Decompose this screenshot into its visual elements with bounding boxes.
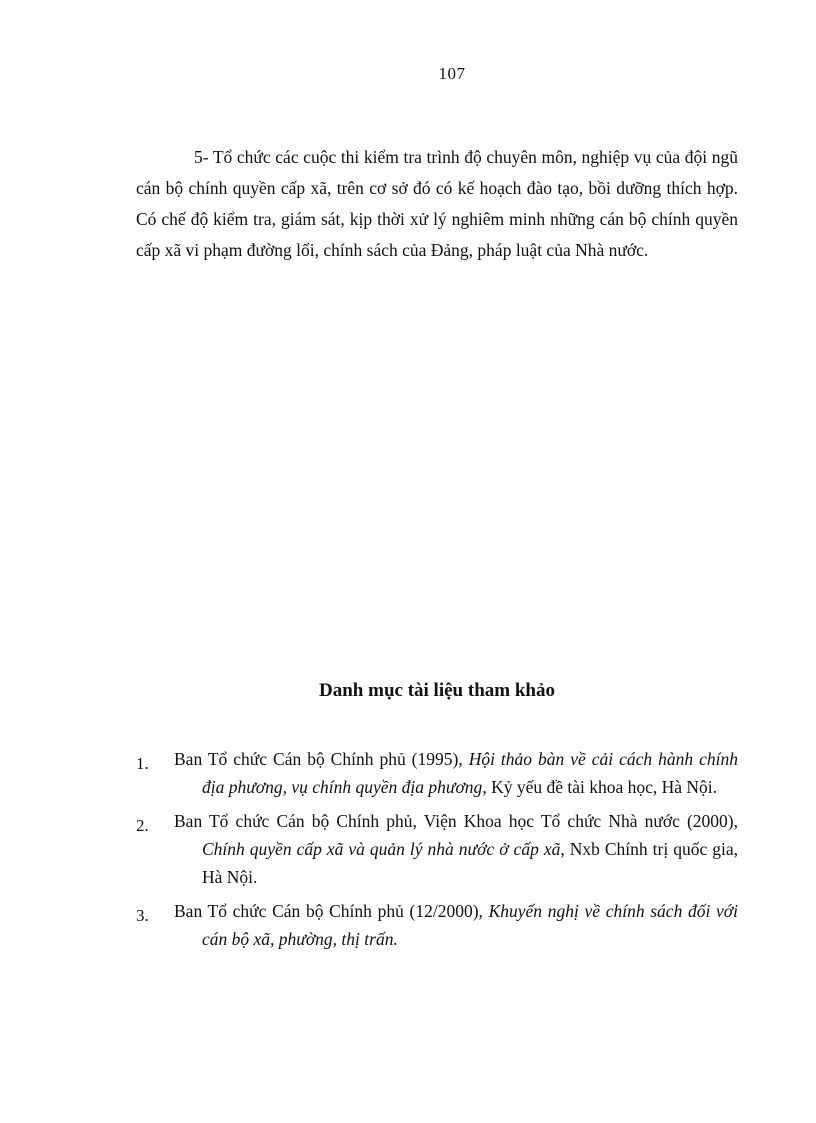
page-number: 107: [438, 64, 466, 83]
reference-title: Chính quyền cấp xã và quản lý nhà nước ở cấp xã: [202, 839, 561, 859]
reference-item: [136, 807, 738, 891]
reference-text: [174, 745, 738, 801]
reference-text: [174, 897, 738, 953]
reference-title: Hội thảo bàn về cải cách hành chính địa phương, vụ chính quyền địa phương: [202, 749, 738, 797]
reference-publisher: , Kỷ yếu đề tài khoa học, Hà Nội.: [482, 777, 718, 797]
reference-item: [136, 745, 738, 801]
reference-author: Ban Tổ chức Cán bộ Chính phủ (1995),: [174, 749, 469, 769]
reference-title: Khuyến nghị về chính sách đối với cán bộ xã, phường, thị trấn.: [202, 901, 738, 949]
references-heading: Danh mục tài liệu tham khảo: [319, 680, 555, 701]
reference-text: [174, 807, 738, 891]
reference-item: [136, 897, 738, 953]
reference-number: 1.: [136, 754, 149, 773]
reference-number: 2.: [136, 816, 149, 835]
reference-author: Ban Tổ chức Cán bộ Chính phủ (12/2000),: [174, 901, 489, 921]
body-paragraph: 5- Tổ chức các cuộc thi kiểm tra trình độ chuyên môn, nghiệp vụ của đội ngũ cán bộ chính quyền cấp xã, trên cơ sở đó có kế hoạch đào tạo, bồi dưỡng thích hợp. Có chế độ kiểm tra, giám sát, kịp thời xử lý nghiêm minh những cán bộ chính quyền cấp xã vi phạm đường lối, chính sách của Đảng, pháp luật của Nhà nước.: [136, 147, 738, 260]
reference-list: [136, 745, 738, 959]
reference-publisher: , Nxb Chính trị quốc gia, Hà Nội.: [202, 839, 738, 887]
reference-number: 3.: [136, 906, 149, 925]
reference-author: Ban Tổ chức Cán bộ Chính phủ, Viện Khoa học Tổ chức Nhà nước (2000),: [174, 811, 738, 831]
